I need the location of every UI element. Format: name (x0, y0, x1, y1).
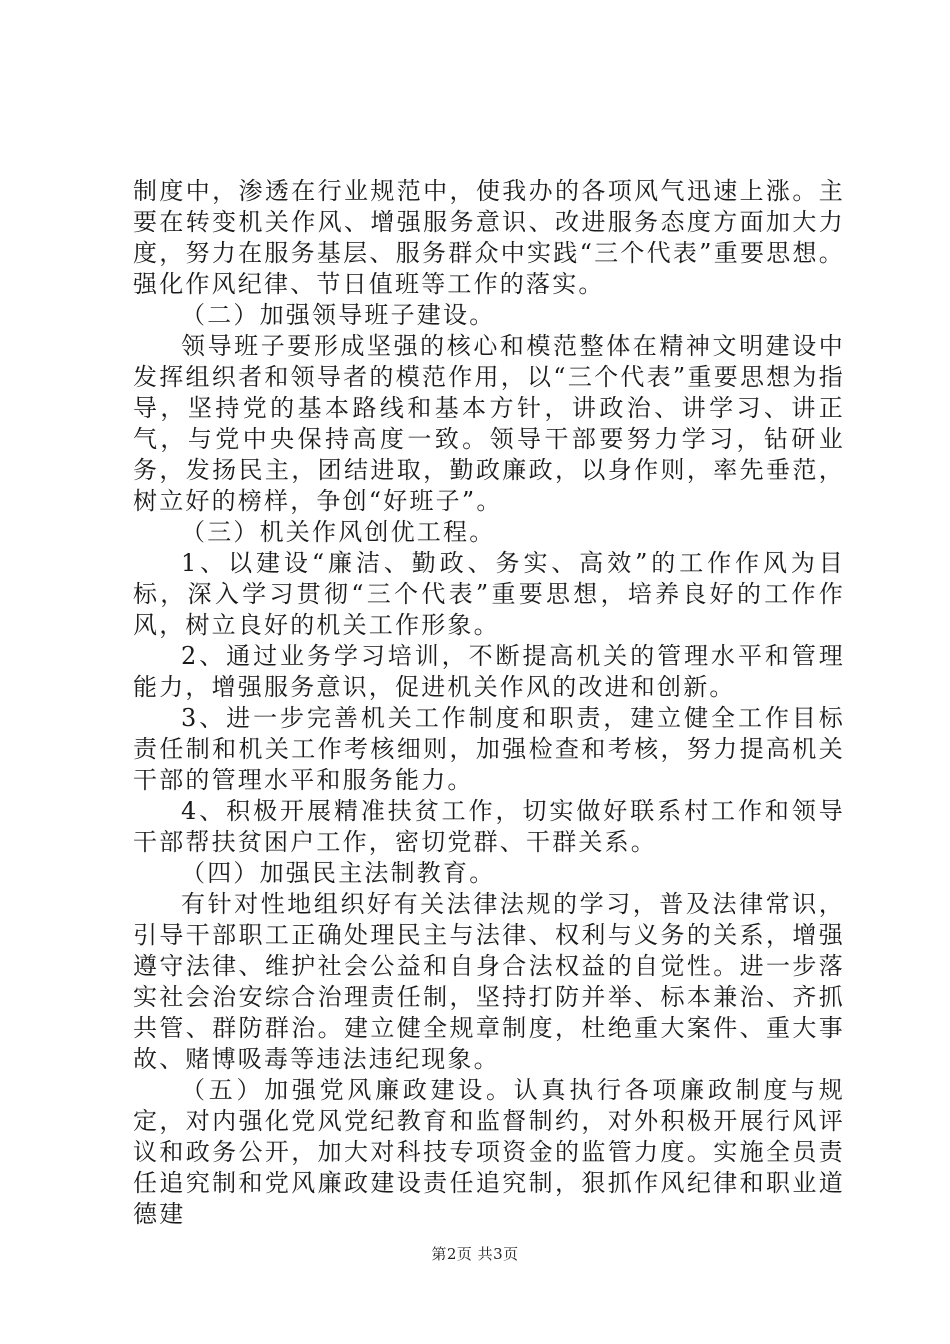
list-item-1: 1、以建设“廉洁、勤政、务实、高效”的工作作风为目标，深入学习贯彻“三个代表”重要思想，培养良好的工作作风，树立良好的机关工作形象。 (133, 549, 845, 639)
list-item-3: 3、进一步完善机关工作制度和职责，建立健全工作目标责任制和机关工作考核细则，加强检查和考核，努力提高机关干部的管理水平和服务能力。 (133, 704, 845, 794)
section-heading-5: （五）加强党风廉政建设。认真执行各项廉政制度与规定，对内强化党风党纪教育和监督制约，对外积极开展行风评议和政务公开，加大对科技专项资金的监管力度。实施全员责任追究制和党风廉政建设责任追究制，狠抓作风纪律和职业道德建 (133, 1076, 845, 1228)
section-heading-4: （四）加强民主法制教育。 (181, 859, 496, 887)
paragraph-legal-education: 有针对性地组织好有关法律法规的学习，普及法律常识，引导干部职工正确处理民主与法律、权利与义务的关系，增强遵守法律、维护社会公益和自身合法权益的自觉性。进一步落实社会治安综合治理责任制，坚持打防并举、标本兼治、齐抓共管、群防群治。建立健全规章制度，杜绝重大案件、重大事故、赌博吸毒等违法违纪现象。 (133, 890, 845, 1073)
section-heading-2: （二）加强领导班子建设。 (181, 301, 496, 329)
section-heading-3: （三）机关作风创优工程。 (181, 518, 496, 546)
document-body (133, 176, 845, 1230)
paragraph-continuation: 制度中，渗透在行业规范中，使我办的各项风气迅速上涨。主要在转变机关作风、增强服务意识、改进服务态度方面加大力度，努力在服务基层、服务群众中实践“三个代表”重要思想。强化作风纪律、节日值班等工作的落实。 (133, 177, 845, 298)
page-footer: 第2页 共3页 (431, 1245, 519, 1263)
list-item-2: 2、通过业务学习培训，不断提高机关的管理水平和管理能力，增强服务意识，促进机关作风的改进和创新。 (133, 642, 845, 701)
list-item-4: 4、积极开展精准扶贫工作，切实做好联系村工作和领导干部帮扶贫困户工作，密切党群、干群关系。 (133, 797, 845, 856)
paragraph-leadership: 领导班子要形成坚强的核心和模范整体在精神文明建设中发挥组织者和领导者的模范作用，以“三个代表”重要思想为指导，坚持党的基本路线和基本方针，讲政治、讲学习、讲正气，与党中央保持高度一致。领导干部要努力学习，钻研业务，发扬民主，团结进取，勤政廉政，以身作则，率先垂范，树立好的榜样，争创“好班子”。 (133, 332, 845, 515)
